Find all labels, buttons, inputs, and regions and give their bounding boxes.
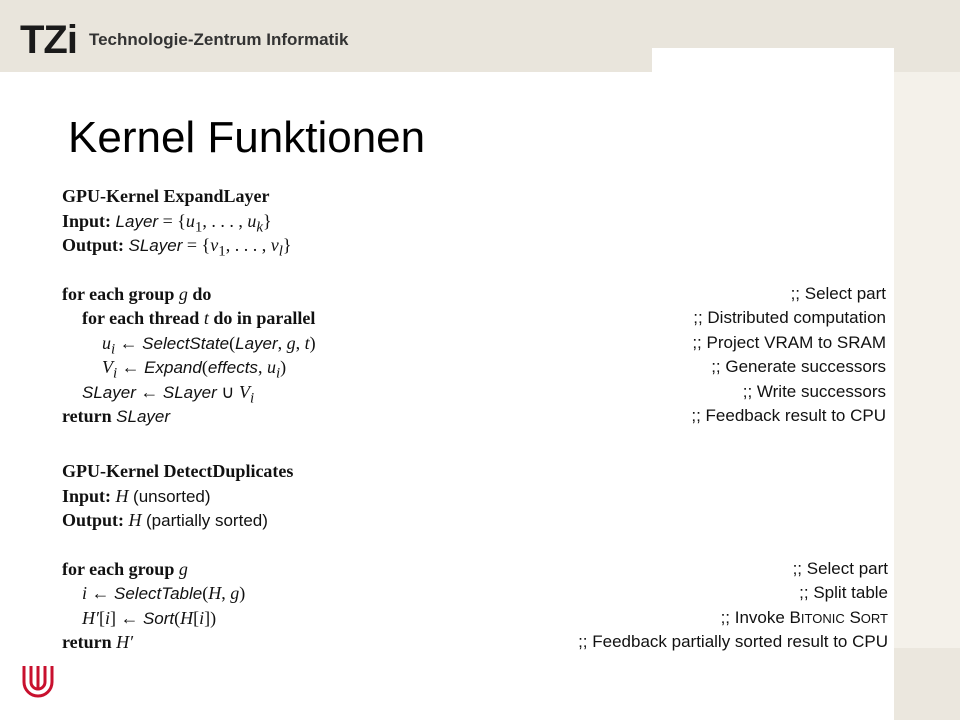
algo-line: return H′ ;; Feedback partially sorted result to CPU (62, 630, 888, 655)
algo-line: for each group g ;; Select part (62, 557, 888, 582)
logo-text: Technologie-Zentrum Informatik (88, 30, 349, 49)
algo-line: $u_i$ ← SelectState(Layer, g, t) ;; Project VRAM to SRAM (102, 332, 886, 358)
algo-line: $V_i$ ← Expand(effects, $u_i$) ;; Generate successors (102, 357, 886, 382)
algo-line: return SLayer ;; Feedback result to CPU (62, 404, 886, 429)
algorithm-detectduplicates (62, 459, 888, 655)
algo-line: i ← SelectTable(H, g) ;; Split table (62, 581, 888, 606)
algo-line: SLayer ← SLayer ∪ $V_i$ ;; Write successors (82, 381, 886, 407)
algo-input: Input: Layer = {$u_1$, . . . , $u_k$} (62, 210, 272, 236)
algo-line: H′[i] ← Sort(H[i]) ;; Invoke BITONIC SORT (62, 606, 888, 631)
algo-comment: ;; Project VRAM to SRAM (692, 332, 886, 352)
algo-comment: ;; Select part (792, 558, 888, 578)
algo-line: for each group g do ;; Select part (62, 282, 886, 307)
algo-heading: GPU-Kernel DetectDuplicates (62, 461, 294, 481)
algo-output: Output: H (partially sorted) (62, 510, 268, 530)
slide-title: Kernel Funktionen (68, 113, 426, 162)
university-bremen-logo (18, 660, 58, 700)
logo-mark: TZi (20, 18, 77, 62)
algo-comment: ;; Write successors (742, 381, 886, 401)
algo-input: Input: H (unsorted) (62, 485, 211, 506)
algo-heading: GPU-Kernel ExpandLayer (62, 186, 270, 206)
tzi-logo (20, 18, 348, 62)
slide-content-bottom (60, 648, 894, 694)
algo-comment: ;; Feedback result to CPU (691, 406, 886, 425)
algo-line: for each thread t do in parallel ;; Distributed computation (62, 306, 886, 331)
algo-comment: ;; Select part (790, 283, 886, 303)
algo-output: Output: SLayer = {$v_1$, . . . , $v_l$} (62, 235, 292, 260)
algorithm-expandlayer (62, 184, 886, 429)
algo-comment: ;; Generate successors (711, 357, 886, 376)
algo-comment: ;; Feedback partially sorted result to CPU (578, 632, 888, 651)
algo-comment: ;; Distributed computation (693, 308, 886, 327)
algo-comment: ;; Invoke BITONIC SORT (720, 607, 888, 627)
algo-comment: ;; Split table (799, 583, 888, 602)
